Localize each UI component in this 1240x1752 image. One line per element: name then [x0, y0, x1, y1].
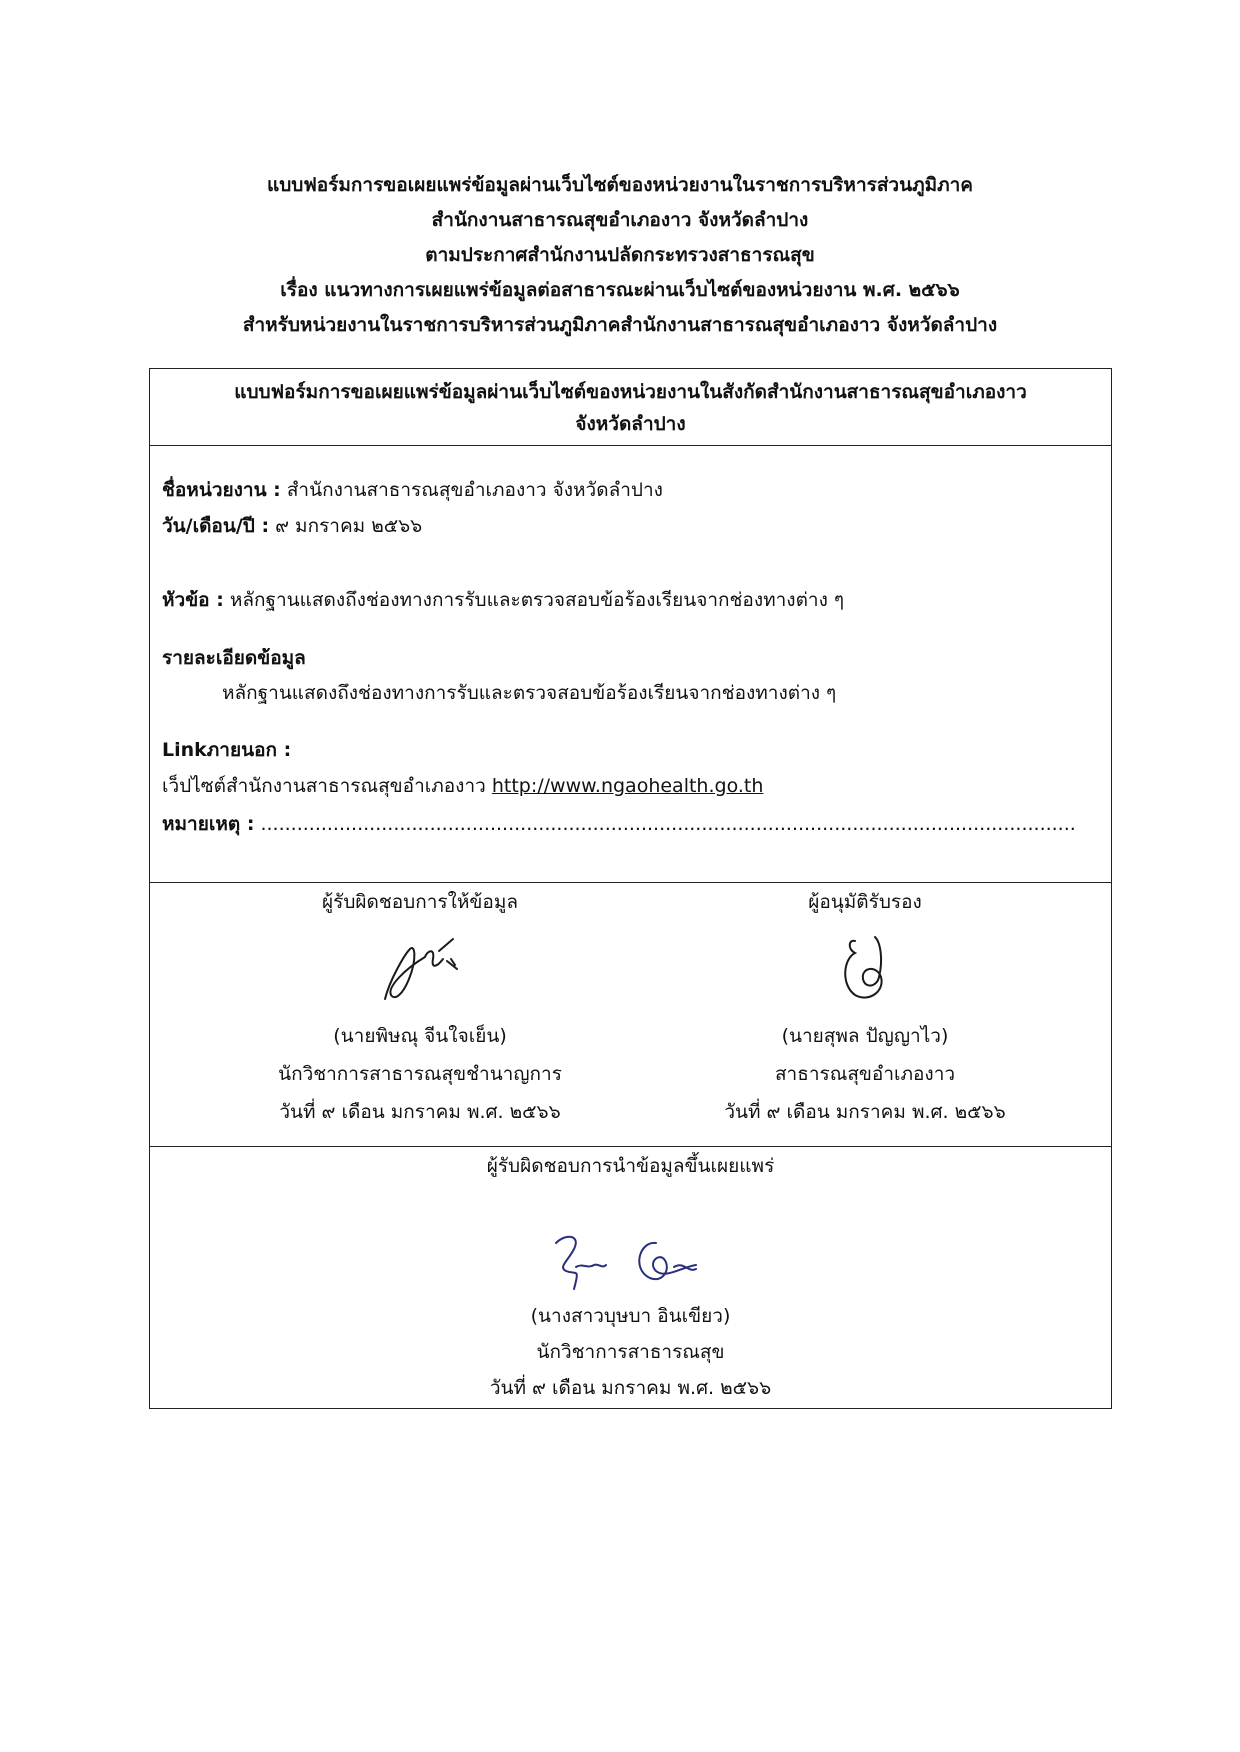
date-value: ๙ มกราคม ๒๕๖๖ — [269, 515, 423, 537]
approver-role: ผู้อนุมัติรับรอง — [808, 891, 922, 913]
link-prefix: เว็ปไซต์สำนักงานสาธารณสุขอำเภองาว — [162, 775, 492, 797]
form-title-line-2: จังหวัดลำปาง — [575, 413, 686, 435]
agency-value: สำนักงานสาธารณสุขอำเภองาว จังหวัดลำปาง — [280, 479, 663, 501]
header-line-5: สำหรับหน่วยงานในราชการบริหารส่วนภูมิภาคสำนักงานสาธารณสุขอำเภองาว จังหวัดลำปาง — [242, 314, 998, 336]
form-title-row — [150, 369, 1111, 446]
note-label: หมายเหตุ : — [162, 813, 255, 835]
topic-line — [162, 585, 844, 615]
link-label: Linkภายนอก : — [162, 739, 292, 761]
signature-row-publisher — [150, 1147, 1111, 1408]
topic-label: หัวข้อ : — [162, 589, 224, 611]
provider-date: วันที่ ๙ เดือน มกราคม พ.ศ. ๒๕๖๖ — [279, 1101, 561, 1123]
agency-label: ชื่อหน่วยงาน : — [162, 479, 281, 501]
provider-role: ผู้รับผิดชอบการให้ข้อมูล — [322, 891, 518, 913]
header-line-3: ตามประกาศสำนักงานปลัดกระทรวงสาธารณสุข — [425, 244, 815, 266]
publisher-position: นักวิชาการสาธารณสุข — [536, 1341, 725, 1363]
detail-value: หลักฐานแสดงถึงช่องทางการรับและตรวจสอบข้อร้องเรียนจากช่องทางต่าง ๆ — [222, 682, 837, 704]
header-line-2: สำนักงานสาธารณสุขอำเภองาว จังหวัดลำปาง — [431, 209, 809, 231]
note-value: ....................................................................................................................................... — [254, 813, 1076, 835]
form-title-line-1: แบบฟอร์มการขอเผยแพร่ข้อมูลผ่านเว็บไซต์ของหน่วยงานในสังกัดสำนักงานสาธารณสุขอำเภองาว — [234, 381, 1027, 403]
link-line — [162, 771, 763, 801]
website-link[interactable]: http://www.ngaohealth.go.th — [491, 775, 764, 797]
approver-name: (นายสุพล ปัญญาไว) — [781, 1025, 949, 1047]
header-line-4: เรื่อง แนวทางการเผยแพร่ข้อมูลต่อสาธารณะผ่านเว็บไซต์ของหน่วยงาน พ.ศ. ๒๕๖๖ — [280, 279, 960, 301]
document-header — [120, 168, 1120, 343]
approver-signature — [655, 921, 1075, 1017]
detail-label: รายละเอียดข้อมูล — [162, 647, 306, 669]
note-line — [162, 809, 1076, 839]
publisher-signature — [150, 1223, 1111, 1299]
date-label: วัน/เดือน/ปี : — [162, 515, 270, 537]
provider-name: (นายพิษณุ จีนใจเย็น) — [333, 1025, 507, 1047]
signature-block-provider — [210, 883, 630, 1131]
provider-signature — [210, 921, 630, 1017]
publisher-name: (นางสาวบุษบา อินเขียว) — [530, 1305, 731, 1327]
form-info-row — [150, 446, 1111, 883]
topic-value: หลักฐานแสดงถึงช่องทางการรับและตรวจสอบข้อร้องเรียนจากช่องทางต่าง ๆ — [223, 589, 845, 611]
header-line-1: แบบฟอร์มการขอเผยแพร่ข้อมูลผ่านเว็บไซต์ของหน่วยงานในราชการบริหารส่วนภูมิภาค — [266, 174, 974, 196]
approver-date: วันที่ ๙ เดือน มกราคม พ.ศ. ๒๕๖๖ — [724, 1101, 1006, 1123]
provider-position: นักวิชาการสาธารณสุขชำนาญการ — [278, 1063, 562, 1085]
approver-position: สาธารณสุขอำเภองาว — [774, 1063, 956, 1085]
signature-block-approver — [655, 883, 1075, 1131]
publisher-role: ผู้รับผิดชอบการนำข้อมูลขึ้นเผยแพร่ — [486, 1155, 775, 1177]
agency-line — [162, 475, 663, 505]
signature-row-approval — [150, 883, 1111, 1147]
publisher-date: วันที่ ๙ เดือน มกราคม พ.ศ. ๒๕๖๖ — [489, 1377, 772, 1399]
form-table — [149, 368, 1112, 1409]
date-line — [162, 511, 422, 541]
